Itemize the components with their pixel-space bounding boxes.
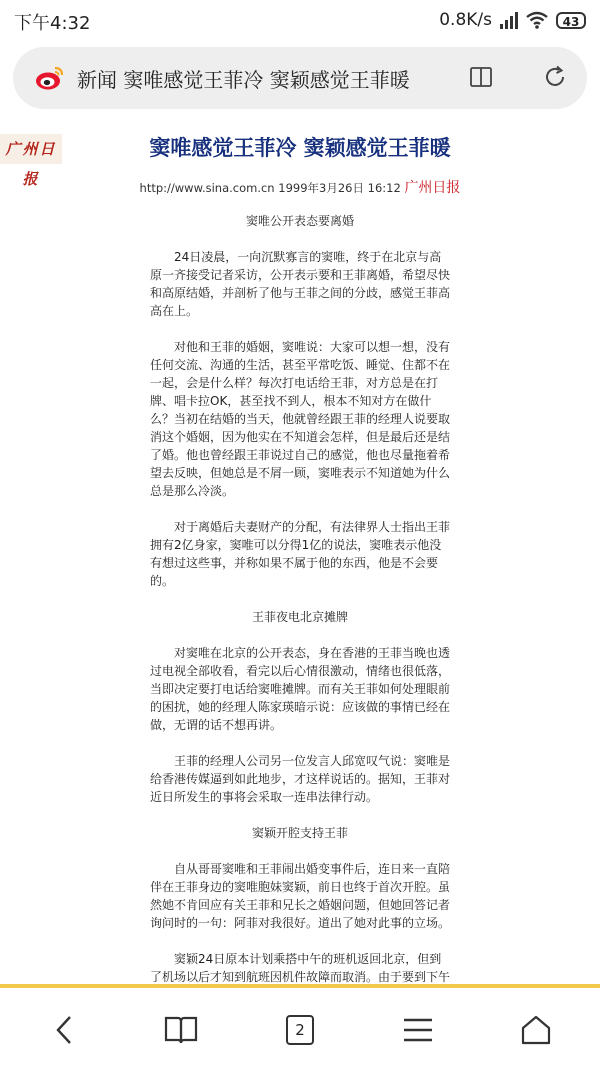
home-button[interactable] <box>516 1010 556 1050</box>
paragraph: 窦颖24日原本计划乘搭中午的班机返回北京，但到了机场以后才知到航班因机件故障而取消。由于要到下午 <box>150 952 451 984</box>
page-title: 窦唯感觉王菲冷 窦颖感觉王菲暖 <box>149 136 451 160</box>
battery-icon: 43 <box>556 12 586 29</box>
section-heading: 窦唯公开表态要离婚 <box>245 214 354 228</box>
reload-icon[interactable] <box>541 63 569 91</box>
article-page <box>0 118 600 984</box>
source-name[interactable]: 广州日报 <box>404 180 461 196</box>
tabs-button[interactable] <box>280 1010 320 1050</box>
section-heading: 窦颖开腔支持王菲 <box>251 826 348 840</box>
publish-date: 1999年3月26日 16:12 <box>278 181 401 195</box>
article-body <box>150 212 450 984</box>
byline <box>0 177 600 197</box>
status-indicators <box>439 8 586 32</box>
home-icon <box>520 1014 552 1046</box>
newspaper-masthead: 广州日报 <box>0 134 62 164</box>
paragraph: 24日凌晨，一向沉默寡言的窦唯，终于在北京与高原一齐接受记者采访，公开表示要和王菲离婚，希望尽快和高原结婚，并剖析了他与王菲之间的分歧，感觉王菲高高在上。 <box>150 250 451 318</box>
weibo-logo-icon <box>35 65 65 91</box>
book-icon <box>163 1014 199 1046</box>
paragraph: 对窦唯在北京的公开表态，身在香港的王菲当晚也透过电视全部收看，看完以后心情很激动，情绪也很低落，当即决定要打电话给窦唯摊牌。而有关王菲如何处理眼前的困扰，她的经理人陈家瑛暗示说：应该做的事情已经在做，无谓的话不想再讲。 <box>150 646 451 732</box>
paragraph: 对于离婚后夫妻财产的分配，有法律界人士指出王菲拥有2亿身家，窦唯可以分得1亿的说法，窦唯表示他没有想过这些事，并称如果不属于他的东西，他是不会要的。 <box>150 520 451 588</box>
back-button[interactable] <box>44 1010 84 1050</box>
wifi-icon <box>526 11 548 29</box>
source-url[interactable]: http://www.sina.com.cn <box>139 181 275 195</box>
network-speed: 0.8K/s <box>439 10 492 30</box>
paragraph: 王菲的经理人公司另一位发言人邱宽叹气说：窦唯是给香港传媒逼到如此地步，才这样说话的。据知，王菲对近日所发生的事将会采取一连串法律行动。 <box>150 754 451 804</box>
bottom-nav <box>0 988 600 1066</box>
paragraph: 自从哥哥窦唯和王菲闹出婚变事件后，连日来一直陪伴在王菲身边的窦唯胞妹窦颖，前日也终于首次开腔。虽然她不肯回应有关王菲和兄长之婚姻问题，但她回答记者询问时的一句：阿菲对我很好。道出了她对此事的立场。 <box>150 862 451 930</box>
status-bar <box>0 0 600 40</box>
section-heading: 王菲夜电北京摊牌 <box>251 610 348 624</box>
address-bar[interactable] <box>13 47 587 109</box>
menu-button[interactable] <box>398 1010 438 1050</box>
address-bar-title[interactable]: 新闻 窦唯感觉王菲冷 窦颖感觉王菲暖 <box>77 68 410 92</box>
status-time: 下午4:32 <box>14 13 91 34</box>
paragraph: 对他和王菲的婚姻，窦唯说：大家可以想一想，没有任何交流、沟通的生活，甚至平常吃饭、睡觉、住都不在一起，会是什么样？每次打电话给王菲，对方总是在打牌、唱卡拉OK，甚至找不到人，根本不知对方在做什么？当初在结婚的当天，他就曾经跟王菲的经理人说要取消这个婚姻，因为他实在不知道会怎样，但是最后还是结了婚。他也曾经跟王菲说过自己的感觉，他也尽量拖着希望去反映，但她总是不屑一顾，窦唯表示不知道她为什么总是那么冷淡。 <box>150 340 451 498</box>
menu-icon <box>402 1017 434 1043</box>
tab-count-badge: 2 <box>286 1015 314 1045</box>
bookmarks-button[interactable] <box>161 1010 201 1050</box>
chevron-left-icon <box>52 1014 76 1046</box>
reader-mode-icon[interactable] <box>469 65 493 89</box>
signal-icon <box>500 11 518 29</box>
